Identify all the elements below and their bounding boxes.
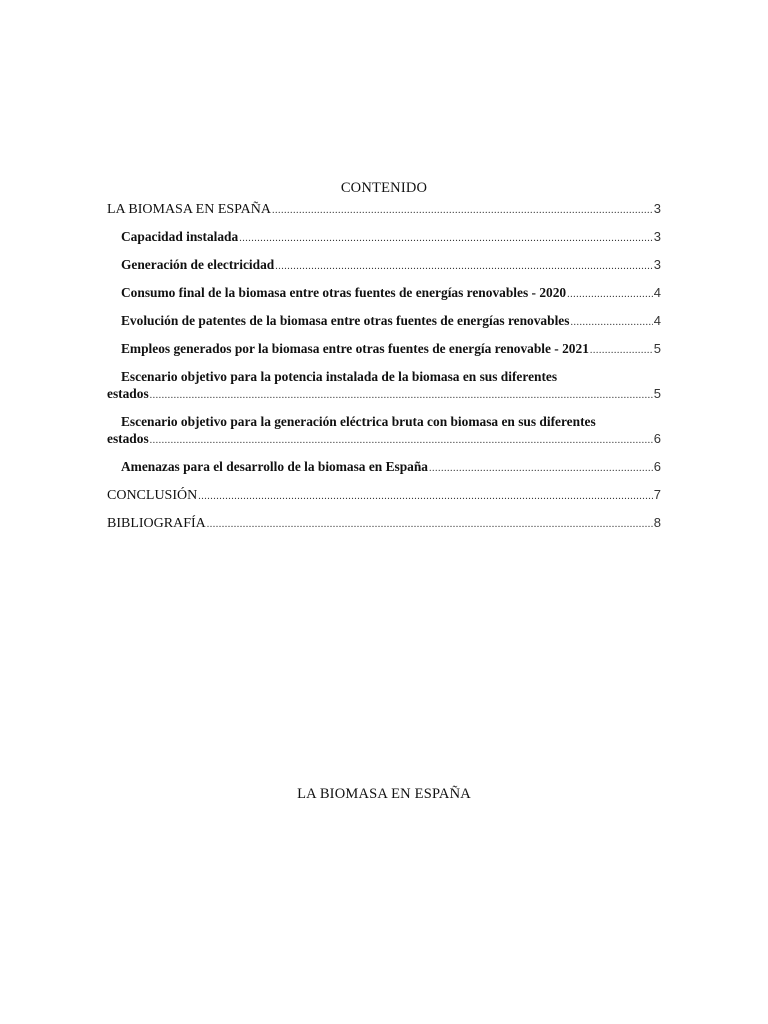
- toc-entry-text: Amenazas para el desarrollo de la biomasa en España: [121, 459, 429, 474]
- toc-entry-conclusion[interactable]: [107, 486, 661, 505]
- toc-title: CONTENIDO: [340, 180, 428, 196]
- toc-entry-page: 6: [653, 431, 661, 446]
- toc-entry-text: Consumo final de la biomasa entre otras fuentes de energías renovables - 2020: [121, 285, 567, 300]
- toc-entry-text: Capacidad instalada: [121, 229, 239, 244]
- toc-entry-consumo-final[interactable]: [107, 284, 661, 303]
- toc-entry-page: 3: [653, 229, 661, 244]
- toc-entry-evolucion-patentes[interactable]: [107, 312, 661, 331]
- toc-entry-page: 8: [653, 515, 661, 530]
- toc-entry-page: 7: [653, 487, 661, 502]
- toc-leader-dots: [239, 230, 653, 247]
- toc-entry-generacion-electricidad[interactable]: [107, 256, 661, 275]
- toc-entry-page: 3: [653, 201, 661, 216]
- toc-entry-text: Escenario objetivo para la potencia instalada de la biomasa en sus diferentes: [121, 369, 558, 384]
- toc-leader-dots: [150, 432, 653, 449]
- toc-entry-bibliografia[interactable]: [107, 514, 661, 533]
- toc-entry-text: Escenario objetivo para la generación eléctrica bruta con biomasa en sus diferentes: [121, 414, 596, 429]
- toc-entry-capacidad-instalada[interactable]: [107, 228, 661, 247]
- toc-leader-dots: [275, 258, 653, 275]
- toc-entry-page: 3: [653, 257, 661, 272]
- toc-entry-biomasa-espana[interactable]: [107, 200, 661, 219]
- toc-entry-text: Generación de electricidad: [121, 257, 275, 272]
- toc-leader-dots: [207, 516, 653, 533]
- section-heading: LA BIOMASA EN ESPAÑA: [297, 786, 471, 802]
- toc-entry-escenario-generacion[interactable]: [107, 413, 661, 449]
- toc-leader-dots: [198, 488, 653, 505]
- toc-entry-page: 6: [653, 459, 661, 474]
- toc-leader-dots: [150, 387, 653, 404]
- toc-entry-text: Empleos generados por la biomasa entre otras fuentes de energía renovable - 2021: [121, 341, 589, 356]
- toc-entry-text: CONCLUSIÓN: [107, 488, 198, 503]
- toc-entry-text: BIBLIOGRAFÍA: [107, 516, 206, 531]
- toc-leader-dots: [567, 286, 653, 303]
- toc-leader-dots: [272, 202, 653, 219]
- table-of-contents: [107, 180, 661, 542]
- toc-entry-text-continued: estados: [107, 386, 149, 401]
- toc-entry-page: 5: [653, 341, 661, 356]
- toc-entry-text: LA BIOMASA EN ESPAÑA: [107, 202, 272, 217]
- toc-entry-empleos-generados[interactable]: [107, 340, 661, 359]
- toc-entry-amenazas[interactable]: [107, 458, 661, 477]
- toc-entry-page: 4: [653, 285, 661, 300]
- toc-leader-dots: [590, 342, 653, 359]
- toc-entry-text-continued: estados: [107, 431, 149, 446]
- toc-entry-page: 4: [653, 313, 661, 328]
- toc-leader-dots: [429, 460, 653, 477]
- toc-leader-dots: [570, 314, 652, 331]
- toc-entry-text: Evolución de patentes de la biomasa entre otras fuentes de energías renovables: [121, 313, 570, 328]
- toc-entry-escenario-potencia[interactable]: [107, 368, 661, 404]
- toc-entry-page: 5: [653, 386, 661, 401]
